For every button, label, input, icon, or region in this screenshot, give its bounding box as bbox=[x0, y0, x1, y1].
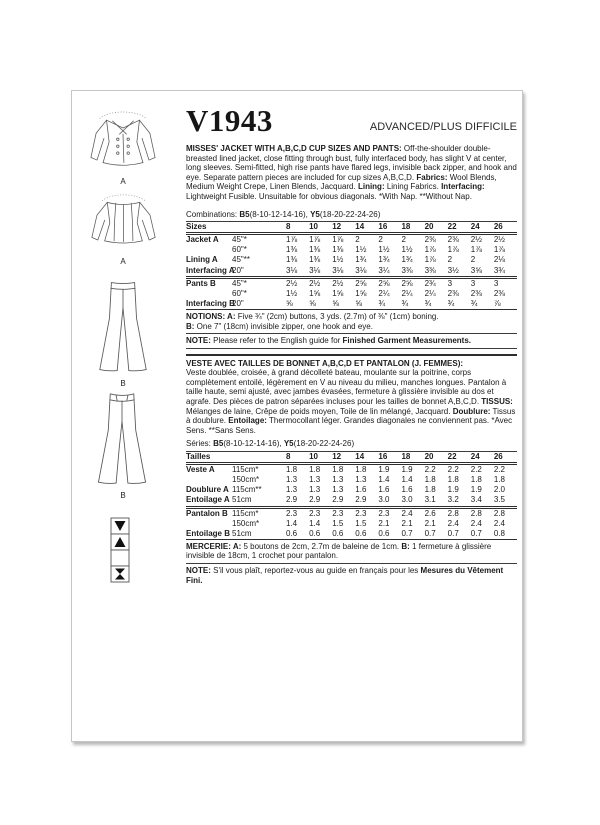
yardage-cell: 1¾ bbox=[401, 255, 413, 265]
yardage-cell: 1.9 bbox=[401, 465, 413, 475]
size-header-row bbox=[186, 222, 517, 234]
yardage-cell: 1⅝ bbox=[309, 288, 321, 298]
size-column-header: 16 bbox=[378, 222, 388, 232]
yardage-cell: 1.8 bbox=[286, 465, 298, 475]
yardage-cell: 2⅜ bbox=[447, 235, 459, 245]
yardage-cell: 2.9 bbox=[332, 495, 344, 505]
yardage-cell: 1.8 bbox=[424, 475, 436, 485]
yardage-cell: 1.4 bbox=[401, 475, 413, 485]
yardage-cell: 3⅛ bbox=[309, 265, 321, 275]
yardage-cell: 2.1 bbox=[401, 518, 413, 528]
yardage-cell: 2.6 bbox=[424, 508, 436, 518]
yardage-cell: 0.7 bbox=[401, 528, 413, 538]
table-row: Doublure A 115cm** 1.3 1.3 1.3 1.6 1.6 1.6 1.8 1.9 1.9 2.0 bbox=[186, 485, 517, 495]
yardage-cell: 1.8 bbox=[355, 465, 367, 475]
yardage-cell: 3⅝ bbox=[470, 265, 482, 275]
size-column-header: 16 bbox=[378, 452, 388, 462]
size-column-header: 22 bbox=[447, 222, 457, 232]
yardage-cell: 1⅞ bbox=[493, 245, 505, 255]
size-column-header: 26 bbox=[493, 222, 503, 232]
yardage-cell: 1½ bbox=[378, 245, 390, 255]
yardage-cell: 2.3 bbox=[286, 508, 298, 518]
yardage-cell: 2.8 bbox=[447, 508, 459, 518]
size-column-header: 10 bbox=[309, 452, 318, 462]
table-row: 150cm* 1.4 1.4 1.5 1.5 2.1 2.1 2.1 2.4 2.4 2.4 bbox=[186, 519, 517, 529]
yardage-cell: 1.3 bbox=[355, 475, 367, 485]
yardage-cell: 1.8 bbox=[470, 475, 482, 485]
yardage-cell: 3.0 bbox=[378, 495, 390, 505]
yardage-cell: ¾ bbox=[447, 298, 455, 308]
yardage-cell: 1.5 bbox=[355, 518, 367, 528]
yardage-cell: ¾ bbox=[424, 298, 432, 308]
yardage-cell: 0.7 bbox=[470, 528, 482, 538]
yardage-cell: 1.4 bbox=[378, 475, 390, 485]
yardage-cell: 2¼ bbox=[424, 288, 436, 298]
view-label-pants-front: B bbox=[120, 379, 126, 388]
yardage-cell: 1½ bbox=[355, 245, 367, 255]
yardage-cell: 2¼ bbox=[401, 288, 413, 298]
yardage-cell: 2.9 bbox=[286, 495, 298, 505]
yardage-cell: 1.9 bbox=[447, 485, 459, 495]
yardage-cell: 1.3 bbox=[309, 475, 321, 485]
yardage-cell: ¾ bbox=[470, 298, 478, 308]
yardage-cell: 1.6 bbox=[355, 485, 367, 495]
yardage-cell: 1⅜ bbox=[309, 245, 321, 255]
yardage-cell: 2.4 bbox=[470, 518, 482, 528]
yardage-cell: 2⅝ bbox=[355, 278, 367, 288]
yardage-cell: 2.3 bbox=[378, 508, 390, 518]
yardage-cell: 1.8 bbox=[424, 485, 436, 495]
table-row: Interfacing A 20" 3⅛ 3⅛ 3⅛ 3⅛ 3¼ 3⅜ 3⅜ 3½ 3⅝ 3¾ bbox=[186, 266, 517, 278]
yardage-cell: 2½ bbox=[286, 278, 298, 288]
yardage-cell: 0.6 bbox=[286, 528, 298, 538]
yardage-cell: 1⅞ bbox=[470, 245, 482, 255]
yardage-cell: 1½ bbox=[332, 255, 344, 265]
table-row: Lining A 45"** 1⅜ 1⅜ 1½ 1¾ 1¾ 1¾ 1⅞ 2 2 2⅛ bbox=[186, 255, 517, 265]
yardage-cell: 2 bbox=[355, 235, 360, 245]
yardage-cell: 1.5 bbox=[332, 518, 344, 528]
yardage-cell: 1.8 bbox=[332, 465, 344, 475]
size-column-header: 8 bbox=[286, 222, 291, 232]
yardage-cell: 1.3 bbox=[286, 475, 298, 485]
yardage-cell: 1.6 bbox=[378, 485, 390, 495]
yardage-cell: 2.4 bbox=[447, 518, 459, 528]
yardage-cell: 2.3 bbox=[355, 508, 367, 518]
yardage-cell: 1⅜ bbox=[309, 255, 321, 265]
yardage-cell: 1⅞ bbox=[447, 245, 459, 255]
yardage-cell: 2.8 bbox=[470, 508, 482, 518]
yardage-cell: 2 bbox=[470, 255, 476, 265]
yardage-cell: 1.8 bbox=[309, 465, 321, 475]
table-row: Entoilage A 51cm 2.9 2.9 2.9 2.9 3.0 3.0 3.1 3.2 3.4 3.5 bbox=[186, 495, 517, 507]
garment-artwork-column bbox=[72, 91, 186, 741]
french-section bbox=[186, 354, 517, 436]
metric-header-label: Tailles bbox=[186, 452, 211, 462]
yardage-cell: 2 bbox=[378, 235, 383, 245]
yardage-cell: 2.9 bbox=[355, 495, 367, 505]
text-column bbox=[186, 103, 517, 585]
yardage-cell: 1⅜ bbox=[286, 245, 298, 255]
size-column-header: 10 bbox=[309, 222, 318, 232]
yardage-cell: 1½ bbox=[286, 288, 298, 298]
yardage-cell: 3.0 bbox=[401, 495, 413, 505]
yardage-cell: 3⅛ bbox=[286, 265, 298, 275]
size-header-label: Sizes bbox=[186, 222, 207, 232]
french-note: NOTE: S'il vous plaît, reportez-vous au guide en français pour les Mesures du Vêtement Fini. bbox=[186, 565, 504, 585]
yardage-cell: 1.4 bbox=[286, 518, 298, 528]
yardage-cell: 3¼ bbox=[378, 265, 390, 275]
yardage-cell: 1⅞ bbox=[332, 235, 344, 245]
yardage-cell: 1.3 bbox=[332, 485, 344, 495]
pattern-instruction-sheet bbox=[71, 90, 523, 742]
yardage-cell: 0.6 bbox=[309, 528, 321, 538]
yardage-cell: 3.5 bbox=[493, 495, 505, 505]
pattern-number: V1943 bbox=[186, 103, 273, 138]
yardage-cell: 2 bbox=[447, 255, 453, 265]
yardage-cell: 2½ bbox=[309, 278, 321, 288]
yardage-cell: 2.3 bbox=[309, 508, 321, 518]
table-row: Pants B 45"* 2½ 2½ 2½ 2⅝ 2⅝ 2⅝ 2¾ 3 3 3 bbox=[186, 277, 517, 289]
yardage-cell: ⅝ bbox=[355, 298, 362, 308]
yardage-cell: ¾ bbox=[378, 298, 386, 308]
size-column-header: 24 bbox=[470, 222, 480, 232]
yardage-cell: 2½ bbox=[493, 235, 505, 245]
yardage-cell: 1.9 bbox=[470, 485, 482, 495]
table-row: Entoilage B 51cm 0.6 0.6 0.6 0.6 0.6 0.7 0.7 0.7 0.7 0.8 bbox=[186, 529, 517, 540]
yardage-cell: 0.7 bbox=[424, 528, 436, 538]
description-title: MISSES' JACKET WITH A,B,C,D CUP SIZES AND PANTS: bbox=[186, 144, 402, 153]
series-line: Séries: B5(8-10-12-14-16), Y5(18-20-22-24-26) bbox=[186, 439, 517, 452]
yardage-cell: ⅝ bbox=[332, 298, 339, 308]
yardage-cell: 1⅝ bbox=[355, 288, 367, 298]
size-column-header: 8 bbox=[286, 452, 291, 462]
yardage-cell: 3⅜ bbox=[424, 265, 436, 275]
table-row: 60"* 1½ 1⅝ 1⅝ 1⅝ 2¼ 2¼ 2¼ 2⅜ 2⅜ 2⅜ bbox=[186, 289, 517, 299]
table-row: Veste A 115cm* 1.8 1.8 1.8 1.8 1.9 1.9 2.2 2.2 2.2 2.2 bbox=[186, 464, 517, 476]
yardage-cell: 2½ bbox=[332, 278, 344, 288]
yardage-cell: ⅝ bbox=[309, 298, 316, 308]
table-row: Pantalon B 115cm* 2.3 2.3 2.3 2.3 2.3 2.4 2.6 2.8 2.8 2.8 bbox=[186, 507, 517, 519]
yardage-cell: 1.8 bbox=[447, 475, 459, 485]
yardage-cell: 1⅞ bbox=[286, 235, 298, 245]
yardage-cell: 2.1 bbox=[378, 518, 390, 528]
yardage-cell: 1½ bbox=[401, 245, 413, 255]
notions-line-a: NOTIONS: A: Five ¾" (2cm) buttons, 3 yds. (2.7m) of ⅜" (1cm) boning. bbox=[186, 311, 439, 321]
yardage-cell: 0.7 bbox=[447, 528, 459, 538]
yardage-cell: 3.1 bbox=[424, 495, 436, 505]
metric-yardage-table bbox=[186, 452, 517, 540]
yardage-cell: 3 bbox=[470, 278, 476, 288]
yardage-cell: 1⅞ bbox=[424, 245, 436, 255]
pants-front-sketch bbox=[94, 279, 152, 377]
size-column-header: 18 bbox=[401, 222, 411, 232]
table-row: Jacket A 45"* 1⅞ 1⅞ 1⅞ 2 2 2 2⅜ 2⅜ 2½ 2½ bbox=[186, 234, 517, 246]
notions-section bbox=[186, 312, 517, 334]
english-note: NOTE: Please refer to the English guide for Finished Garment Measurements. bbox=[186, 334, 517, 349]
yardage-cell: 2.4 bbox=[493, 518, 505, 528]
yardage-cell: 2⅛ bbox=[493, 255, 505, 265]
yardage-cell: 2⅜ bbox=[424, 235, 436, 245]
yardage-cell: 2½ bbox=[470, 235, 482, 245]
yardage-cell: 3⅛ bbox=[355, 265, 367, 275]
yardage-cell: 1.6 bbox=[401, 485, 413, 495]
yardage-cell: 1⅝ bbox=[332, 288, 344, 298]
size-column-header: 18 bbox=[401, 452, 411, 462]
yardage-cell: 2.2 bbox=[493, 465, 505, 475]
yardage-cell: 1⅞ bbox=[309, 235, 321, 245]
yardage-cell: 2¾ bbox=[424, 278, 436, 288]
yardage-cell: 1.3 bbox=[332, 475, 344, 485]
yardage-cell: 3.4 bbox=[470, 495, 482, 505]
yardage-cell: 2⅜ bbox=[470, 288, 482, 298]
yardage-cell: ⅞ bbox=[493, 298, 501, 308]
yardage-cell: 1.8 bbox=[493, 475, 505, 485]
size-column-header: 20 bbox=[424, 222, 434, 232]
jacket-back-sketch bbox=[85, 191, 162, 253]
yardage-cell: 0.6 bbox=[378, 528, 390, 538]
yardage-cell: 2¼ bbox=[378, 288, 390, 298]
jacket-front-sketch bbox=[84, 107, 162, 175]
yardage-cell: 2.0 bbox=[493, 485, 505, 495]
mercerie-section: MERCERIE: A: 5 boutons de 2cm, 2.7m de baleine de 1cm. B: 1 fermeture à glissière invisible de 18cm, 1 crochet pour pantalon. bbox=[186, 542, 517, 564]
yardage-cell: 2.2 bbox=[424, 465, 436, 475]
metric-header-row bbox=[186, 452, 517, 464]
yardage-cell: 3⅜ bbox=[401, 265, 413, 275]
yardage-cell: 1⅜ bbox=[332, 245, 344, 255]
difficulty-label: ADVANCED/PLUS DIFFICILE bbox=[369, 121, 517, 133]
yardage-cell: 2.3 bbox=[332, 508, 344, 518]
french-description: Veste doublée, croisée, à grand décolleté bateau, moulante sur la poitrine, corps complètement entoilé, légèrement en V au niveau du milieu, manches longues. Pantalon à taille haute, semi ajusté, avec jambes évasées, fermeture à glissière invisible au dos et agrafe. Des pièces de patron séparées incluses pour les tailles de bonnet A,B,C,D. TISSUS: Mélanges de laine, Crêpe de poids moyen, Toile de lin mélangé, Jacquard. Doublure: Tissus à doublure. Entoilage: Thermocollant léger. Grandes diagonales ne conviennent pas. *Avec Sens. **Sans Sens. bbox=[186, 368, 516, 435]
size-column-header: 20 bbox=[424, 452, 434, 462]
pants-back-sketch bbox=[91, 391, 153, 489]
notions-line-b: B: One 7" (18cm) invisible zipper, one hook and eye. bbox=[186, 321, 373, 331]
english-description: MISSES' JACKET WITH A,B,C,D CUP SIZES AND PANTS: Off-the-shoulder double-breasted lined jacket, close fitting through bust, fully interfaced body, has slight V at center, long sleeves. Semi-fitted, high rise pants have flared legs, invisible back zipper, and hook and eye. Separate pattern pieces are included for cup sizes A,B,C,D. Fabrics: Wool Blends, Medium Weight Crepe, Linen Blends, Jacquard. Lining: Lining Fabrics. Interfacing: Lightweight Fusible. Unsuitable for obvious diagonals. *With Nap. **Without Nap. bbox=[186, 144, 517, 201]
yardage-cell: 1¾ bbox=[378, 255, 390, 265]
yardage-cell: 1.9 bbox=[378, 465, 390, 475]
size-column-header: 14 bbox=[355, 452, 365, 462]
yardage-cell: 2.8 bbox=[493, 508, 505, 518]
size-column-header: 12 bbox=[332, 222, 342, 232]
yardage-cell: 1.4 bbox=[309, 518, 321, 528]
yardage-cell: ¾ bbox=[401, 298, 409, 308]
size-column-header: 22 bbox=[447, 452, 457, 462]
yardage-cell: 0.6 bbox=[355, 528, 367, 538]
combinations-line: Combinations: B5(8-10-12-14-16), Y5(18-20-22-24-26) bbox=[186, 210, 517, 223]
size-column-header: 24 bbox=[470, 452, 480, 462]
yardage-cell: 2⅜ bbox=[447, 288, 459, 298]
yardage-cell: 1.3 bbox=[286, 485, 298, 495]
yardage-cell: 1.3 bbox=[309, 485, 321, 495]
table-row: Interfacing B 20" ⅝ ⅝ ⅝ ⅝ ¾ ¾ ¾ ¾ ¾ ⅞ bbox=[186, 299, 517, 310]
view-label-jacket-back: A bbox=[120, 257, 126, 266]
yardage-cell: 1⅜ bbox=[286, 255, 298, 265]
yardage-cell: 3¾ bbox=[493, 265, 505, 275]
yardage-cell: 1⅞ bbox=[424, 255, 436, 265]
nap-symbols bbox=[110, 517, 130, 585]
yardage-cell: 3.2 bbox=[447, 495, 459, 505]
yardage-cell: 2.2 bbox=[470, 465, 482, 475]
table-row: 60"* 1⅜ 1⅜ 1⅜ 1½ 1½ 1½ 1⅞ 1⅞ 1⅞ 1⅞ bbox=[186, 245, 517, 255]
yardage-cell: 3⅛ bbox=[332, 265, 344, 275]
view-label-jacket-front: A bbox=[120, 177, 126, 186]
yardage-cell: 2⅜ bbox=[493, 288, 505, 298]
yardage-cell: 3½ bbox=[447, 265, 459, 275]
table-row: 150cm* 1.3 1.3 1.3 1.3 1.4 1.4 1.8 1.8 1.8 1.8 bbox=[186, 475, 517, 485]
yardage-cell: 1¾ bbox=[355, 255, 367, 265]
title-row bbox=[186, 103, 517, 138]
yardage-cell: 2⅝ bbox=[401, 278, 413, 288]
yardage-cell: 3 bbox=[447, 278, 453, 288]
yardage-cell: 2⅝ bbox=[378, 278, 390, 288]
yardage-cell: ⅝ bbox=[286, 298, 293, 308]
yardage-cell: 2.1 bbox=[424, 518, 436, 528]
yardage-cell: 2.9 bbox=[309, 495, 321, 505]
yardage-cell: 0.8 bbox=[493, 528, 505, 538]
size-column-header: 12 bbox=[332, 452, 342, 462]
size-column-header: 14 bbox=[355, 222, 365, 232]
view-label-pants-back: B bbox=[120, 491, 126, 500]
yardage-cell: 0.6 bbox=[332, 528, 344, 538]
french-heading: VESTE AVEC TAILLES DE BONNET A,B,C,D ET PANTALON (J. FEMMES): bbox=[186, 358, 464, 368]
size-column-header: 26 bbox=[493, 452, 503, 462]
yardage-cell: 2 bbox=[401, 235, 406, 245]
yardage-cell: 2.2 bbox=[447, 465, 459, 475]
yardage-cell: 3 bbox=[493, 278, 499, 288]
yardage-cell: 2.4 bbox=[401, 508, 413, 518]
size-yardage-table bbox=[186, 222, 517, 310]
